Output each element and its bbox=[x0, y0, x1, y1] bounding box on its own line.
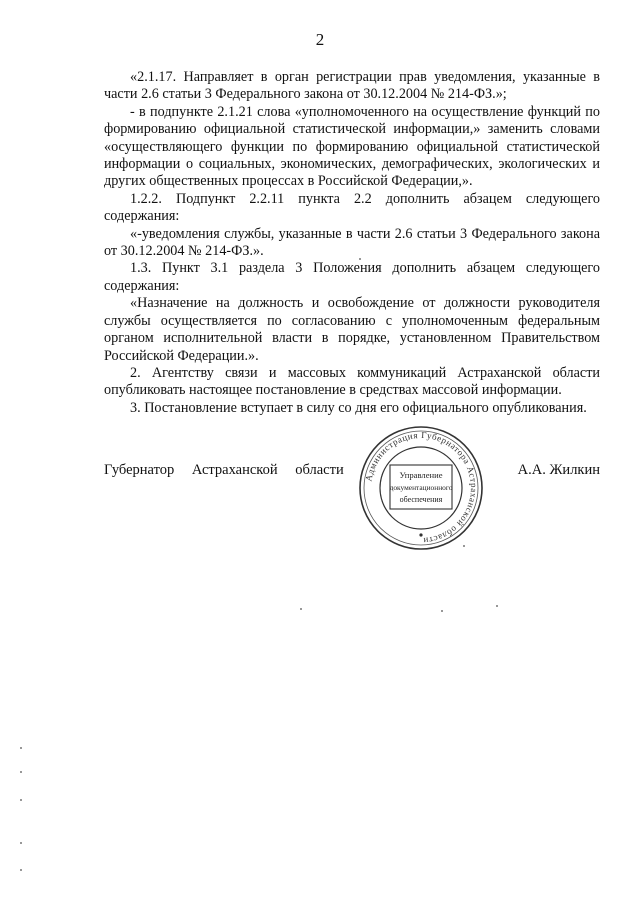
official-seal bbox=[357, 424, 485, 552]
signatory-name: А.А. Жилкин bbox=[517, 462, 600, 478]
seal-center-line-2: документационного bbox=[389, 483, 453, 492]
page-number: 2 bbox=[315, 30, 325, 49]
paragraph-1-2-2: 1.2.2. Подпункт 2.2.11 пункта 2.2 дополнить абзацем следующего содержания: bbox=[104, 190, 600, 225]
seal-center-line-3: обеспечения bbox=[399, 495, 443, 504]
paragraph-2-publication: 2. Агентству связи и массовых коммуникаций Астраханской области опубликовать настоящее постановление в средствах массовой информации. bbox=[104, 364, 600, 399]
document-body bbox=[104, 69, 600, 417]
paragraph-appointment-quote: «Назначение на должность и освобождение от должности руководителя службы осуществляется по согласованию с уполномоченным федеральным органом исполнительной власти в порядке, установленном Правительством Российской Федерации.». bbox=[104, 295, 600, 364]
signatory-position: Губернатор Астраханской области bbox=[104, 462, 344, 478]
signature-block bbox=[104, 462, 600, 482]
seal-ring-text: Администрация Губернатора Астраханской области bbox=[363, 429, 480, 547]
paragraph-1-3: 1.3. Пункт 3.1 раздела 3 Положения дополнить абзацем следующего содержания: bbox=[104, 260, 600, 294]
seal-center-line-1: Управление bbox=[399, 470, 443, 480]
paragraph-2-1-17: «2.1.17. Направляет в орган регистрации прав уведомления, указанные в части 2.6 статьи 3 Федерального закона от 30.12.2004 № 214-ФЗ.»; bbox=[104, 69, 600, 103]
paragraph-2-1-21-amendment: - в подпункте 2.1.21 слова «уполномоченного на осуществление функций по формированию официальной статистической информации,» заменить словами «осуществляющего функции по формированию официальной статистической информации о социальных, экономических, демографических, экологических и других общественных процессах в Российской Федерации,». bbox=[104, 103, 600, 190]
paragraph-3-entry-into-force: 3. Постановление вступает в силу со дня его официального опубликования. bbox=[130, 399, 587, 416]
paragraph-notifications-quote: «-уведомления службы, указанные в части 2.6 статьи 3 Федерального закона от 30.12.2004 № 214-ФЗ.». bbox=[104, 225, 600, 260]
